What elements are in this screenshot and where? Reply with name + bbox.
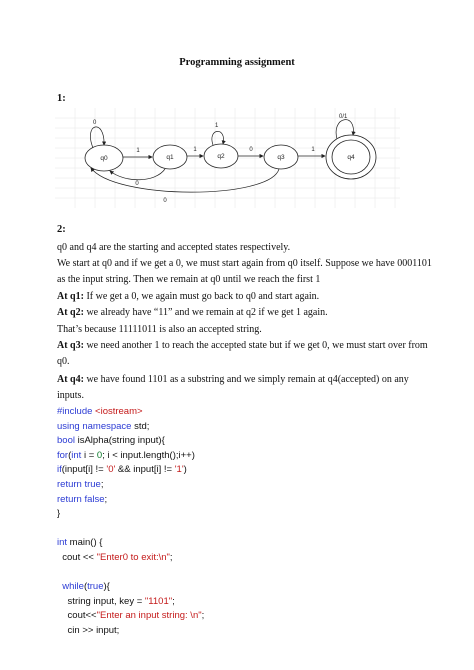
edge-label-q0-q1: 1 <box>136 148 140 154</box>
edge-label-q4-self: 0/1 <box>339 114 348 120</box>
paragraph-q4-line2: inputs. <box>57 390 84 401</box>
paragraph-q1 <box>57 289 429 305</box>
code-line-14: cin >> input; <box>57 624 120 636</box>
q2-label: At q2: <box>57 307 84 318</box>
q3-label: At q3: <box>57 340 84 351</box>
state-label-q2: q2 <box>217 153 225 160</box>
state-label-q4: q4 <box>347 154 355 161</box>
state-label-q1: q1 <box>166 154 174 161</box>
code-line-7: return false; <box>57 493 108 505</box>
code-line-5: if(input[i] != '0' && input[i] != '1') <box>57 464 187 476</box>
code-line-3: bool isAlpha(string input){ <box>57 435 165 447</box>
code-line-2: using namespace std; <box>57 420 150 432</box>
q4-label: At q4: <box>57 374 84 385</box>
code-line-10: cout << "Enter0 to exit:\n"; <box>57 551 173 563</box>
edge-label-q2-q3: 0 <box>249 147 253 153</box>
page-title: Programming assignment <box>179 57 295 68</box>
code-line-6: return true; <box>57 478 104 490</box>
paragraph-q3-line2: q0. <box>57 356 70 367</box>
code-line-4: for(int i = 0; i < input.length();i++) <box>57 449 195 461</box>
edge-label-q1-q0: 0 <box>135 181 139 187</box>
state-diagram <box>55 108 400 208</box>
edge-label-q3-q4: 1 <box>311 147 315 153</box>
q4-text: we have found 1101 as a substring and we simply remain at q4(accepted) on any <box>83 374 409 385</box>
q3-text: we need another 1 to reach the accepted state but if we get 0, we must start over from <box>83 340 428 351</box>
code-line-8: } <box>57 508 61 520</box>
q1-label: At q1: <box>57 291 84 302</box>
paragraph-thats: That’s because 11111011 is also an accepted string. <box>57 324 262 335</box>
edge-q3-q0 <box>91 168 279 192</box>
paragraph-start-line1: We start at q0 and if we get a 0, we must start again from q0 itself. Suppose we have 0001101 <box>57 258 432 269</box>
edge-label-q2-self: 1 <box>215 123 219 129</box>
paragraph-q3-line1 <box>57 338 429 354</box>
edge-label-q3-q0: 0 <box>163 198 167 204</box>
state-label-q3: q3 <box>277 154 285 161</box>
section-1-heading: 1: <box>57 93 66 104</box>
paragraph-states: q0 and q4 are the starting and accepted states respectively. <box>57 242 291 253</box>
edge-label-q0-self: 0 <box>93 120 97 126</box>
section-2-heading: 2: <box>57 224 66 235</box>
state-label-q0: q0 <box>100 155 108 162</box>
code-line-12: string input, key = "1101"; <box>57 595 175 607</box>
q1-text: If we get a 0, we again must go back to q0 and start again. <box>83 291 320 302</box>
paragraph-q2 <box>57 305 429 321</box>
paragraph-q4-line1 <box>57 372 429 388</box>
code-line-13: cout<<"Enter an input string: \n"; <box>57 610 205 622</box>
edge-label-q1-q2: 1 <box>193 147 197 153</box>
code-line-11: while(true){ <box>62 581 110 593</box>
code-line-9: int main() { <box>57 537 103 549</box>
q2-text: we already have “11” and we remain at q2 if we get 1 again. <box>83 307 328 318</box>
paragraph-start-line2: as the input string. Then we remain at q0 until we reach the first 1 <box>57 274 321 285</box>
code-line-1: #include <iostream> <box>57 406 143 417</box>
code-block <box>57 405 204 639</box>
